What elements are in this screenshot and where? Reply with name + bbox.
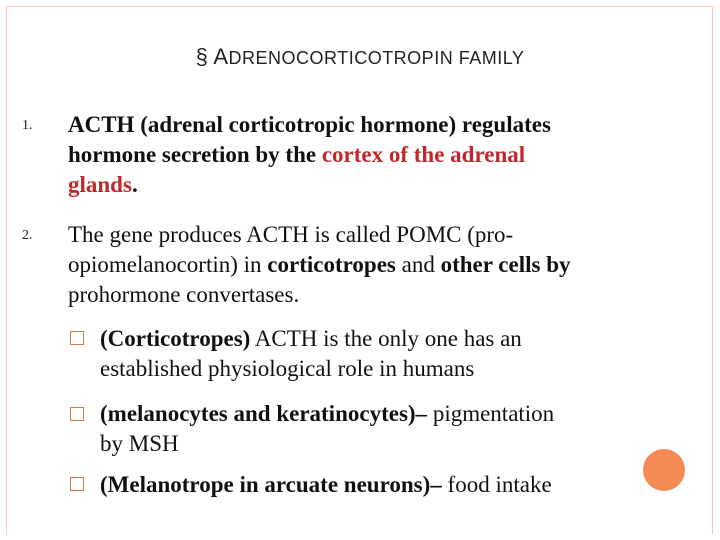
title-rest: DRENOCORTICOTROPIN FAMILY: [228, 48, 525, 68]
item-number-1: 1.: [22, 118, 33, 133]
subitem-3-line-1: (Melanotrope in arcuate neurons)– food intake: [100, 472, 552, 497]
item-1-line-3: glands.: [68, 172, 138, 197]
subitem-2-line-2: by MSH: [100, 431, 179, 456]
item-1-text: [68, 110, 551, 200]
checkbox-bullet-icon: [70, 331, 84, 345]
item-number-2: 2.: [22, 228, 33, 243]
subitem-2: [100, 399, 554, 459]
subitem-1: [100, 324, 522, 384]
checkbox-bullet-icon: [70, 407, 84, 421]
slide-frame-right: [712, 6, 713, 534]
item-2-line-3: prohormone convertases.: [68, 282, 300, 307]
slide-frame-left: [6, 6, 7, 534]
item-2-line-1: The gene produces ACTH is called POMC (pro-: [68, 222, 514, 247]
item-1-line-1: ACTH (adrenal corticotropic hormone) regulates: [68, 112, 551, 137]
slide-title: [0, 44, 720, 70]
item-1-line-2: hormone secretion by the cortex of the adrenal: [68, 142, 526, 167]
item-2-text: [68, 220, 571, 310]
item-2-line-2: opiomelanocortin) in corticotropes and other cells by: [68, 252, 571, 277]
decorative-orange-circle: [643, 449, 685, 491]
slide-frame-top: [6, 6, 713, 7]
subitem-3: [100, 470, 552, 500]
subitem-1-line-1: (Corticotropes) ACTH is the only one has an: [100, 326, 522, 351]
subitem-1-line-2: established physiological role in humans: [100, 356, 475, 381]
subitem-2-line-1: (melanocytes and keratinocytes)– pigmentation: [100, 401, 555, 426]
title-first-letter: A: [213, 44, 229, 69]
checkbox-bullet-icon: [70, 477, 84, 491]
section-sign: §: [195, 44, 209, 69]
